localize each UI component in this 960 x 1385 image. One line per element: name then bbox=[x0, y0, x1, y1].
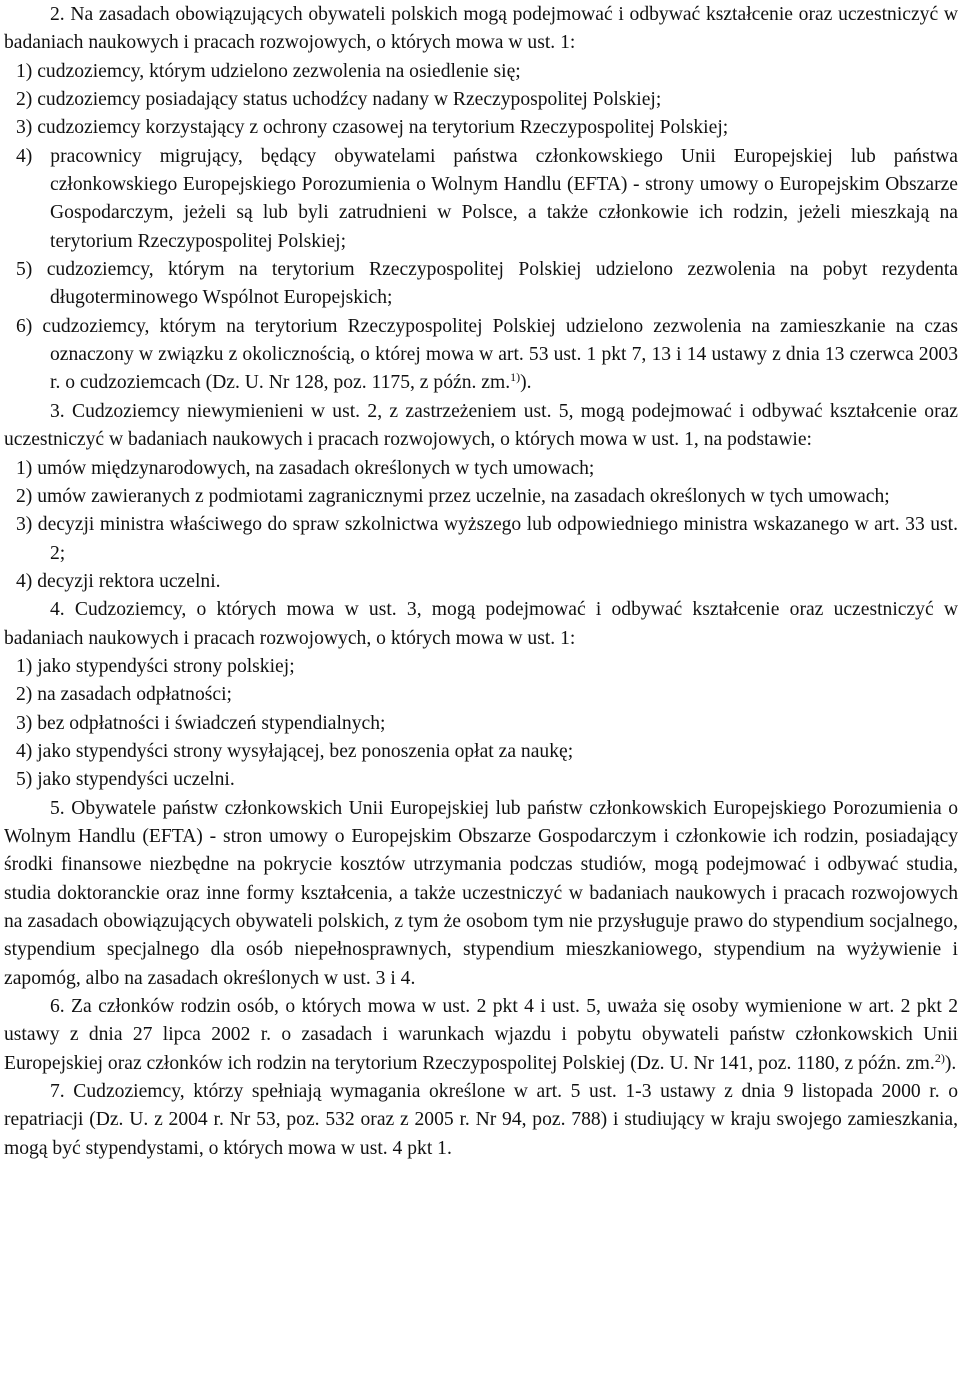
footnote-ref-2: 2) bbox=[934, 1050, 945, 1065]
section-2-item-6-text: 6) cudzoziemcy, którym na terytorium Rzeczypospolitej Polskiej udzielono zezwolenia na zamieszkanie na czas oznaczony w związku z okolicznością, o której mowa w art. 53 ust. 1 pkt 7, 13 i 14 ustawy z dnia 13 czerwca 2003 r. o cudzoziemcach (Dz. U. Nr 128, poz. 1175, z późn. zm. bbox=[16, 315, 958, 394]
section-2-item-3: 3) cudzoziemcy korzystający z ochrony czasowej na terytorium Rzeczypospolitej Polskiej; bbox=[16, 117, 729, 139]
section-6-end: ). bbox=[944, 1052, 957, 1074]
section-3-item-2: 2) umów zawieranych z podmiotami zagranicznymi przez uczelnie, na zasadach określonych w tych umowach; bbox=[16, 485, 890, 507]
section-4-item-5: 5) jako stypendyści uczelni. bbox=[16, 769, 235, 791]
section-4-intro: 4. Cudzoziemcy, o których mowa w ust. 3, mogą podejmować i odbywać kształcenie oraz uczestniczyć w badaniach naukowych i pracach rozwojowych, o których mowa w ust. 1: bbox=[4, 599, 958, 649]
section-5-paragraph: 5. Obywatele państw członkowskich Unii Europejskiej lub państw członkowskich Europejskiego Porozumienia o Wolnym Handlu (EFTA) - stron umowy o Europejskim Obszarze Gospodarczym i członkowie ich rodzin, posiadający środki finansowe niezbędne na pokrycie kosztów utrzymania podczas studiów, mogą podejmować i odbywać studia, studia doktoranckie oraz inne formy kształcenia, a także uczestniczyć w badaniach naukowych i pracach rozwojowych na zasadach obowiązujących obywateli polskich, z tym że osobom tym nie przysługuje prawo do stypendium socjalnego, stypendium specjalnego dla osób niepełnosprawnych, stypendium mieszkaniowego, stypendium na wyżywienie i zapomóg, albo na zasadach określonych w ust. 3 i 4. bbox=[4, 797, 958, 989]
section-6-text: 6. Za członków rodzin osób, o których mowa w ust. 2 pkt 4 i ust. 5, uważa się osoby wymienione w art. 2 pkt 2 ustawy z dnia 27 lipca 2002 r. o zasadach i warunkach wjazdu i pobytu obywateli państw członkowskich Unii Europejskiej oraz członków ich rodzin na terytorium Rzeczypospolitej Polskiej (Dz. U. Nr 141, poz. 1180, z późn. zm. bbox=[4, 996, 958, 1074]
section-3-item-4: 4) decyzji rektora uczelni. bbox=[16, 570, 221, 592]
section-4-item-3: 3) bez odpłatności i świadczeń stypendialnych; bbox=[16, 712, 386, 734]
section-2-item-1: 1) cudzoziemcy, którym udzielono zezwolenia na osiedlenie się; bbox=[16, 60, 521, 82]
section-2-item-6 bbox=[4, 313, 958, 398]
section-4-item-1: 1) jako stypendyści strony polskiej; bbox=[16, 655, 295, 677]
footnote-ref-1: 1) bbox=[510, 370, 521, 385]
section-4-item-4: 4) jako stypendyści strony wysyłającej, bez ponoszenia opłat za naukę; bbox=[16, 740, 574, 762]
section-2-item-6-end: ). bbox=[520, 372, 532, 394]
section-3-intro: 3. Cudzoziemcy niewymienieni w ust. 2, z zastrzeżeniem ust. 5, mogą podejmować i odbywać kształcenie oraz uczestniczyć w badaniach naukowych i pracach rozwojowych, o których mowa w ust. 1, na podstawie: bbox=[4, 400, 958, 451]
section-3-item-3: 3) decyzji ministra właściwego do spraw szkolnictwa wyższego lub odpowiedniego ministra wskazanego w art. 33 ust. 2; bbox=[16, 514, 958, 564]
section-6-paragraph bbox=[4, 993, 958, 1078]
section-4-item-2: 2) na zasadach odpłatności; bbox=[16, 684, 232, 706]
section-2-item-2: 2) cudzoziemcy posiadający status uchodźcy nadany w Rzeczypospolitej Polskiej; bbox=[16, 89, 662, 111]
section-7-paragraph: 7. Cudzoziemcy, którzy spełniają wymagania określone w art. 5 ust. 1-3 ustawy z dnia 9 listopada 2000 r. o repatriacji (Dz. U. z 2004 r. Nr 53, poz. 532 oraz z 2005 r. Nr 94, poz. 788) i studiujący w kraju swojego zamieszkania, mogą być stypendystami, o których mowa w ust. 4 pkt 1. bbox=[4, 1081, 958, 1159]
section-2-item-5: 5) cudzoziemcy, którym na terytorium Rzeczypospolitej Polskiej udzielono zezwolenia na pobyt rezydenta długoterminowego Wspólnot Europejskich; bbox=[16, 259, 958, 309]
section-2-intro: 2. Na zasadach obowiązujących obywateli polskich mogą podejmować i odbywać kształcenie oraz uczestniczyć w badaniach naukowych i pracach rozwojowych, o których mowa w ust. 1: bbox=[4, 4, 958, 54]
section-2-item-4: 4) pracownicy migrujący, będący obywatelami państwa członkowskiego Unii Europejskiej lub państwa członkowskiego Europejskiego Porozumienia o Wolnym Handlu (EFTA) - strony umowy o Europejskim Obszarze Gospodarczym, jeżeli są lub byli zatrudnieni w Polsce, a także członkowie ich rodzin, jeżeli mieszkają na terytorium Rzeczypospolitej Polskiej; bbox=[16, 145, 958, 252]
section-3-item-1: 1) umów międzynarodowych, na zasadach określonych w tych umowach; bbox=[16, 457, 595, 479]
